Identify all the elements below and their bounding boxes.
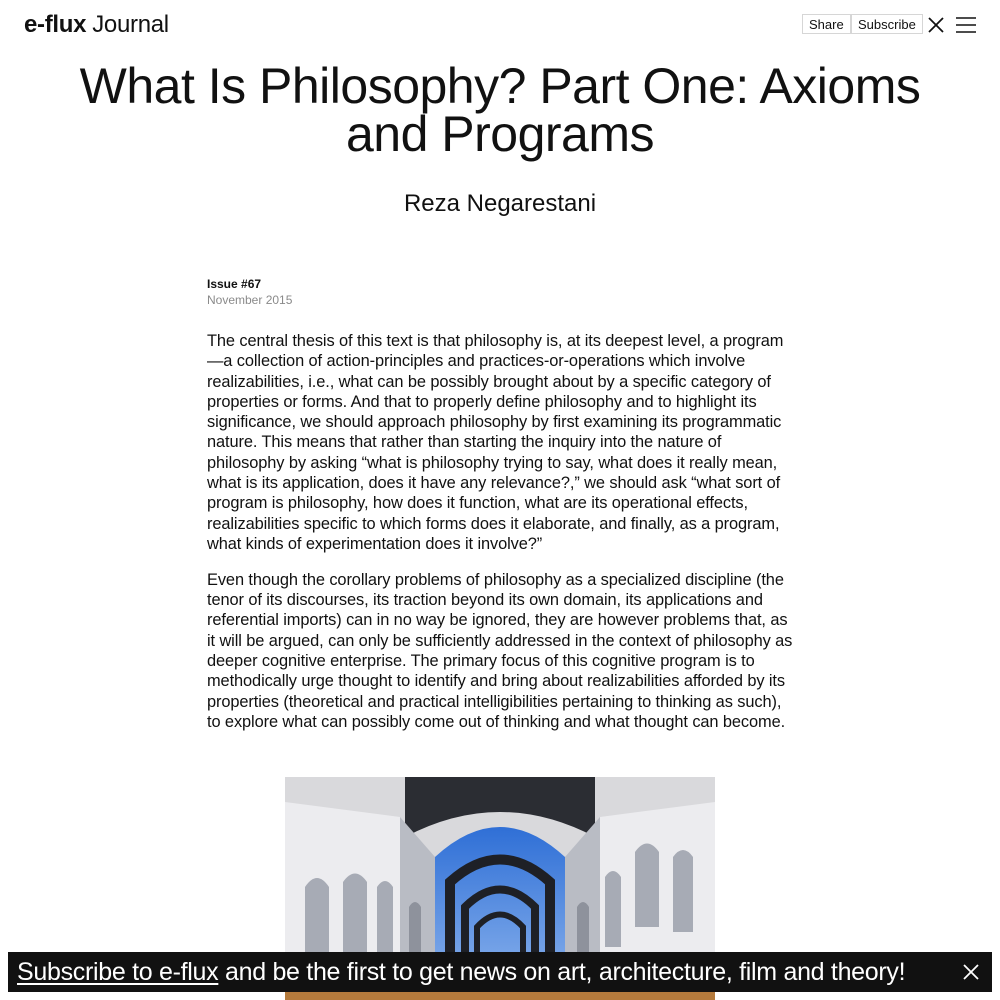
logo-section[interactable]: Journal xyxy=(92,11,169,38)
logo-brand[interactable]: e-flux xyxy=(24,11,87,38)
menu-icon[interactable] xyxy=(955,15,977,35)
article-author[interactable]: Reza Negarestani xyxy=(403,190,597,217)
body-paragraph: The central thesis of this text is that philosophy is, at its deepest level, a program—a collection of action-principles and practices-or-operations which involve realizabilities, i.e., what can be possibly brought about by a specific category of properties or forms. And that to properly define philosophy and to highlight its significance, we should approach philosophy by first examining its programmatic nature. This means that rather than starting the inquiry into the nature of philosophy by asking “what is philosophy trying to say, what does it really mean, what is its application, does it have any relevance?,” we should ask “what sort of program is philosophy, how does it function, what are its operational effects, realizabilities specific to which forms does it elaborate, and finally, as a program, what kinds of experimentation does it involve?” xyxy=(207,332,784,553)
banner-close-icon[interactable] xyxy=(962,963,980,981)
issue-date: November 2015 xyxy=(207,293,293,307)
issue-number[interactable]: Issue #67 xyxy=(207,277,262,291)
article-body xyxy=(207,331,797,748)
banner-text xyxy=(17,955,905,989)
site-header xyxy=(0,0,1000,52)
close-icon[interactable] xyxy=(926,15,946,35)
subscribe-banner xyxy=(8,952,992,992)
site-logo[interactable] xyxy=(24,10,169,40)
banner-subscribe-link[interactable]: Subscribe to e-flux xyxy=(17,958,219,986)
article-title: What Is Philosophy? Part One: Axioms and Programs xyxy=(79,58,921,162)
share-button[interactable]: Share xyxy=(802,14,851,34)
banner-message: and be the first to get news on art, architecture, film and theory! xyxy=(218,958,906,986)
body-paragraph: Even though the corollary problems of philosophy as a specialized discipline (the tenor of its discourses, its traction beyond its own domain, its applications and referential imports) can in no way be ignored, they are however problems that, as it will be argued, can only be sufficiently addressed in the context of philosophy as deeper cognitive enterprise. The primary focus of this cognitive program is to methodically urge thought to identify and bring about realizabilities afforded by its properties (theoretical and practical intelligibilities pertaining to thinking as such), to explore what can possibly come out of thinking and what thought can become. xyxy=(207,570,793,731)
subscribe-button[interactable]: Subscribe xyxy=(851,14,923,34)
